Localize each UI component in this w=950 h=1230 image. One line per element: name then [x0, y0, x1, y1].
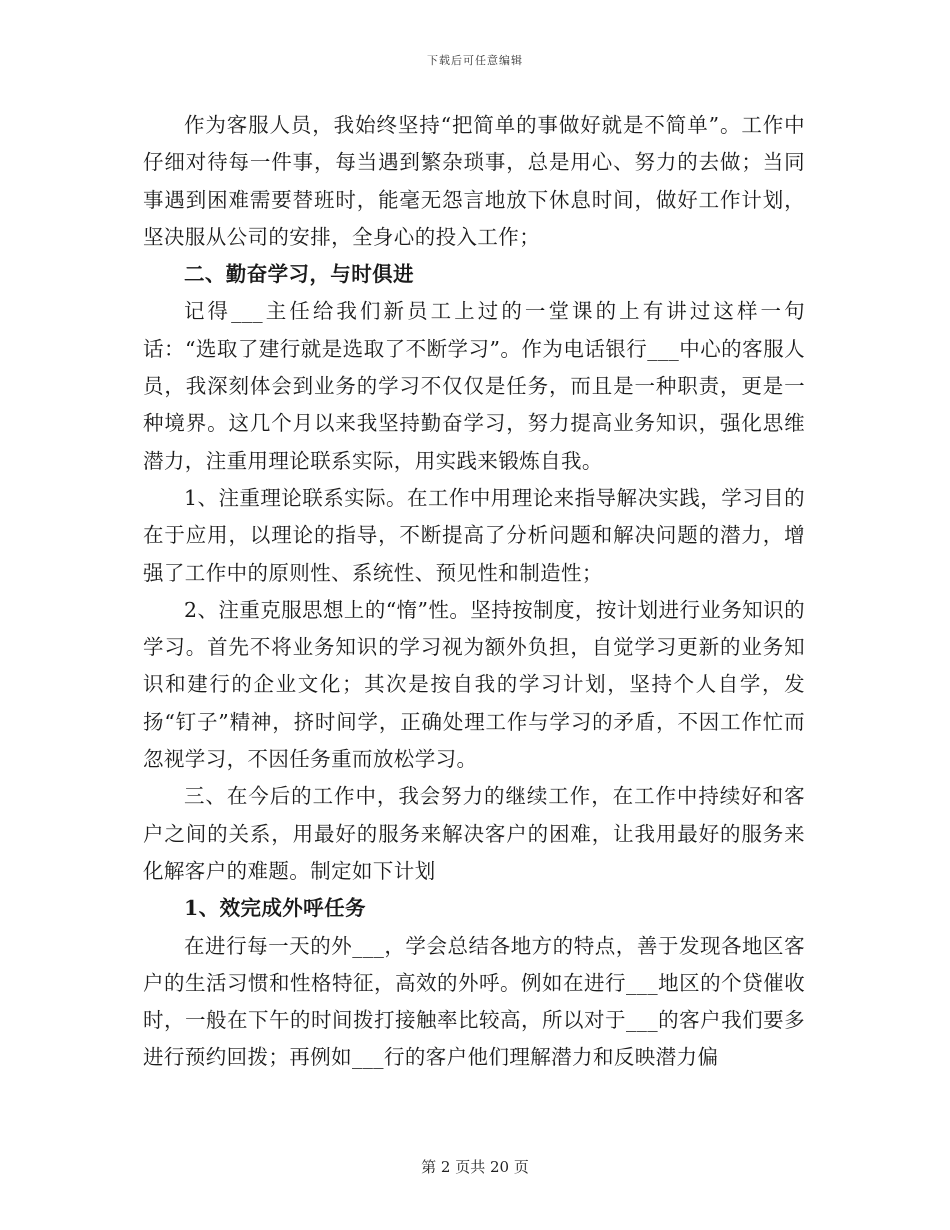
paragraph-overcome-laziness: 2、注重克服思想上的“惰”性。坚持按制度，按计划进行业务知识的学习。首先不将业务知识的学习视为额外负担，自觉学习更新的业务知识和建行的企业文化；其次是按自我的学习计划，坚持个人自学，发扬“钉子”精神，挤时间学，正确处理工作与学习的矛盾，不因工作忙而忽视学习，不因任务重而放松学习。	[143, 597, 805, 772]
paragraph-theory-practice: 1、注重理论联系实际。在工作中用理论来指导解决实践，学习目的在于应用，以理论的指导，不断提高了分析问题和解决问题的潜力，增强了工作中的原则性、系统性、预见性和制造性；	[143, 485, 805, 585]
section-heading-study: 二、勤奋学习，与时俱进	[184, 262, 414, 287]
paragraph-future-work: 三、在今后的工作中，我会努力的继续工作，在工作中持续好和客户之间的关系，用最好的服务来解决客户的困难，让我用最好的服务来化解客户的难题。制定如下计划	[143, 784, 805, 883]
paragraph-study-intro: 记得___主任给我们新员工上过的一堂课的上有讲过这样一句话：“选取了建行就是选取了不断学习”。作为电话银行___中心的客服人员，我深刻体会到业务的学习不仅仅是任务，而且是一种职责，更是一种境界。这几个月以来我坚持勤奋学习，努力提高业务知识，强化思维潜力，注重用理论联系实际，用实践来锻炼自我。	[143, 299, 805, 473]
paragraph-outbound-calls: 在进行每一天的外___，学会总结各地方的特点，善于发现各地区客户的生活习惯和性格特征，高效的外呼。例如在进行___地区的个贷催收时，一般在下午的时间拨打接触率比较高，所以对于___的客户我们要多进行预约回拨；再例如___行的客户他们理解潜力和反映潜力偏	[143, 933, 805, 1070]
document-body	[143, 107, 805, 1077]
page-number: 第 2 页共 20 页	[421, 1158, 529, 1176]
section-heading-outbound-calls: 1、效完成外呼任务	[184, 896, 366, 921]
page-header-note: 下载后可任意编辑	[427, 54, 523, 67]
paragraph-customer-service: 作为客服人员，我始终坚持“把简单的事做好就是不简单”。工作中仔细对待每一件事，每当遇到繁杂琐事，总是用心、努力的去做；当同事遇到困难需要替班时，能毫无怨言地放下休息时间，做好工作计划，坚决服从公司的安排，全身心的投入工作；	[143, 113, 805, 249]
